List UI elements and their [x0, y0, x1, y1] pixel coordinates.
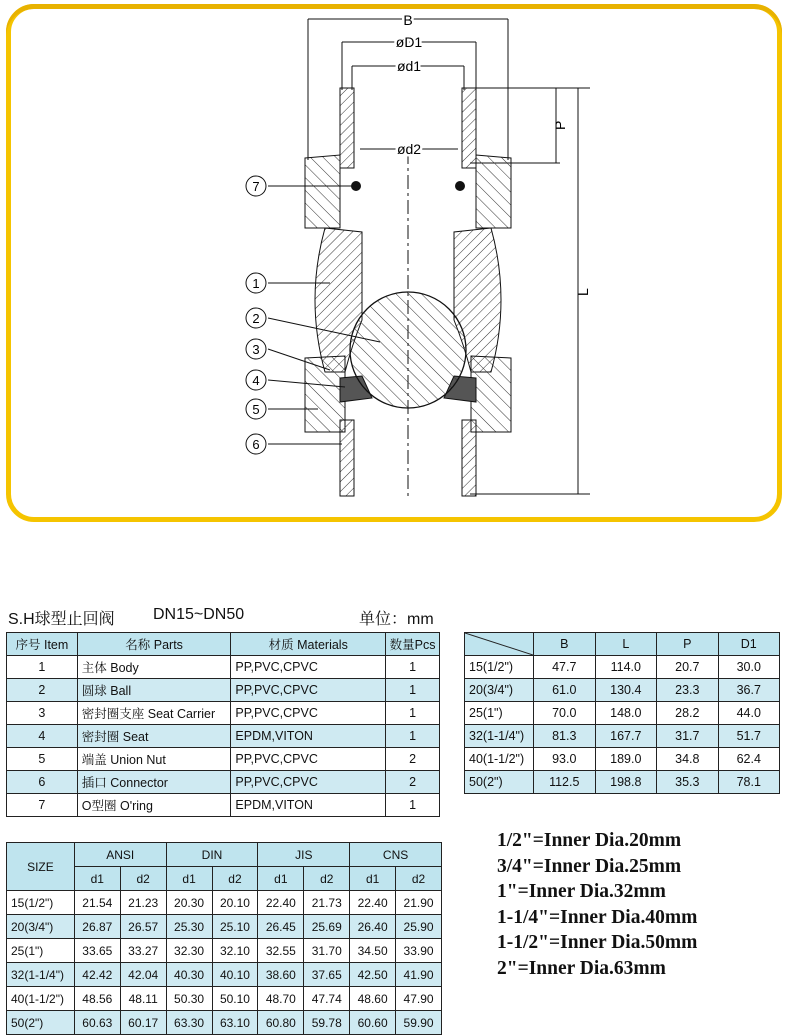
callout-6: 6: [252, 437, 260, 452]
table-cell: 26.57: [120, 915, 166, 939]
dims-row: [465, 656, 780, 679]
std-table-group-header: [7, 843, 442, 867]
table-cell: 2: [386, 748, 440, 771]
inner-diameter-item: 1-1/4"=Inner Dia.40mm: [497, 906, 698, 928]
table-cell: 60.60: [350, 1011, 396, 1035]
table-cell: 20.7: [657, 656, 718, 679]
inner-diameter-list: [497, 828, 697, 981]
std-row: [7, 891, 442, 915]
table-cell: 33.65: [74, 939, 120, 963]
table-cell: 47.90: [396, 987, 442, 1011]
table-cell: 51.7: [718, 725, 779, 748]
table-cell: 20(3/4"): [7, 915, 75, 939]
size-range: DN15~DN50: [153, 606, 245, 623]
table-cell: 47.74: [304, 987, 350, 1011]
std-sub-d2: d2: [212, 867, 258, 891]
table-cell: 31.7: [657, 725, 718, 748]
dims-row: [465, 748, 780, 771]
table-cell: 50(2"): [465, 771, 534, 794]
parts-row: [7, 794, 440, 817]
table-cell: EPDM,VITON: [231, 794, 386, 817]
table-cell: 25.10: [212, 915, 258, 939]
std-row: [7, 987, 442, 1011]
dims-row: [465, 725, 780, 748]
dims-header-D1: D1: [718, 633, 779, 656]
parts-row: [7, 748, 440, 771]
table-cell: 114.0: [595, 656, 657, 679]
table-cell: 25.69: [304, 915, 350, 939]
table-cell: 26.87: [74, 915, 120, 939]
callout-4: 4: [252, 373, 260, 388]
parts-row: [7, 679, 440, 702]
table-cell: 32(1-1/4"): [7, 963, 75, 987]
header-item: 序号 Item: [7, 633, 78, 656]
table-cell: 31.70: [304, 939, 350, 963]
table-cell: 40.10: [212, 963, 258, 987]
table-cell: 1: [386, 725, 440, 748]
table-cell: 主体 Body: [77, 656, 231, 679]
table-cell: 25.90: [396, 915, 442, 939]
inner-diameter-item: 1"=Inner Dia.32mm: [497, 881, 666, 902]
table-cell: 6: [7, 771, 78, 794]
header-parts: 名称 Parts: [77, 633, 231, 656]
table-cell: 3: [7, 702, 78, 725]
callout-2: 2: [252, 311, 260, 326]
callout-1: 1: [252, 276, 260, 291]
table-cell: 23.3: [657, 679, 718, 702]
table-cell: 50.30: [166, 987, 212, 1011]
table-cell: PP,PVC,CPVC: [231, 656, 386, 679]
table-cell: 189.0: [595, 748, 657, 771]
table-cell: 2: [386, 771, 440, 794]
callout-3: 3: [252, 342, 260, 357]
inner-diameter-item: 2"=Inner Dia.63mm: [497, 957, 666, 979]
table-cell: 50(2"): [7, 1011, 75, 1035]
std-header-ansi: ANSI: [74, 843, 166, 867]
table-cell: EPDM,VITON: [231, 725, 386, 748]
table-cell: 34.50: [350, 939, 396, 963]
table-cell: 2: [7, 679, 78, 702]
table-cell: 40(1-1/2"): [7, 987, 75, 1011]
table-cell: 48.70: [258, 987, 304, 1011]
std-header-din: DIN: [166, 843, 258, 867]
std-sub-d1: d1: [350, 867, 396, 891]
dim-label-B: B: [403, 12, 413, 28]
std-row: [7, 915, 442, 939]
table-cell: 34.8: [657, 748, 718, 771]
table-cell: 198.8: [595, 771, 657, 794]
dims-row: [465, 702, 780, 725]
table-cell: 25(1"): [7, 939, 75, 963]
table-cell: 38.60: [258, 963, 304, 987]
dims-header-L: L: [595, 633, 657, 656]
table-cell: 20.30: [166, 891, 212, 915]
table-cell: 1: [386, 794, 440, 817]
table-cell: 48.60: [350, 987, 396, 1011]
std-sub-d2: d2: [304, 867, 350, 891]
product-title: S.H球型止回阀: [8, 611, 115, 628]
table-cell: 42.04: [120, 963, 166, 987]
callout-5: 5: [252, 402, 260, 417]
table-cell: 插口 Connector: [77, 771, 231, 794]
table-cell: 28.2: [657, 702, 718, 725]
std-header-size: SIZE: [7, 843, 75, 891]
parts-table-header: [7, 633, 440, 656]
table-cell: 密封圈 Seat: [77, 725, 231, 748]
table-cell: 端盖 Union Nut: [77, 748, 231, 771]
table-cell: 70.0: [534, 702, 596, 725]
inner-diameter-item: 3/4"=Inner Dia.25mm: [497, 855, 682, 877]
parts-table: [6, 632, 440, 817]
table-cell: 25.30: [166, 915, 212, 939]
std-row: [7, 963, 442, 987]
table-cell: PP,PVC,CPVC: [231, 771, 386, 794]
table-cell: 4: [7, 725, 78, 748]
table-cell: 44.0: [718, 702, 779, 725]
std-row: [7, 1011, 442, 1035]
table-cell: 22.40: [350, 891, 396, 915]
header-pcs: 数量Pcs: [386, 633, 440, 656]
dims-row: [465, 771, 780, 794]
table-cell: 59.78: [304, 1011, 350, 1035]
table-cell: 40.30: [166, 963, 212, 987]
table-cell: 167.7: [595, 725, 657, 748]
table-cell: 50.10: [212, 987, 258, 1011]
table-cell: 20.10: [212, 891, 258, 915]
dims-header-B: B: [534, 633, 596, 656]
table-cell: 5: [7, 748, 78, 771]
table-cell: 48.11: [120, 987, 166, 1011]
table-cell: PP,PVC,CPVC: [231, 748, 386, 771]
table-cell: 148.0: [595, 702, 657, 725]
inner-diameter-item: 1/2"=Inner Dia.20mm: [497, 830, 682, 851]
table-cell: 21.54: [74, 891, 120, 915]
dim-label-d2: ød2: [396, 141, 422, 157]
table-cell: 15(1/2"): [465, 656, 534, 679]
dim-label-D1: øD1: [395, 34, 423, 50]
table-cell: 60.63: [74, 1011, 120, 1035]
inner-diameter-item: 1-1/2"=Inner Dia.50mm: [497, 932, 698, 953]
table-cell: 22.40: [258, 891, 304, 915]
dim-label-L: L: [575, 288, 591, 296]
table-cell: 81.3: [534, 725, 596, 748]
table-cell: 32.55: [258, 939, 304, 963]
table-cell: 35.3: [657, 771, 718, 794]
table-cell: 62.4: [718, 748, 779, 771]
header-materials: 材质 Materials: [231, 633, 386, 656]
table-cell: 1: [386, 679, 440, 702]
table-cell: 25(1"): [465, 702, 534, 725]
table-cell: 7: [7, 794, 78, 817]
table-cell: 60.17: [120, 1011, 166, 1035]
table-cell: 41.90: [396, 963, 442, 987]
dim-label-P: P: [552, 120, 568, 130]
table-cell: PP,PVC,CPVC: [231, 679, 386, 702]
parts-row: [7, 771, 440, 794]
std-row: [7, 939, 442, 963]
dim-label-d1: ød1: [396, 58, 422, 74]
std-sub-d2: d2: [120, 867, 166, 891]
table-cell: 63.30: [166, 1011, 212, 1035]
table-cell: 93.0: [534, 748, 596, 771]
table-cell: 60.80: [258, 1011, 304, 1035]
table-cell: 47.7: [534, 656, 596, 679]
table-cell: PP,PVC,CPVC: [231, 702, 386, 725]
std-sub-d1: d1: [258, 867, 304, 891]
dimensions-table: [464, 632, 780, 794]
dims-header-size: [465, 633, 534, 656]
parts-row: [7, 702, 440, 725]
std-sub-d1: d1: [166, 867, 212, 891]
table-cell: 42.50: [350, 963, 396, 987]
table-cell: 78.1: [718, 771, 779, 794]
table-cell: 圆球 Ball: [77, 679, 231, 702]
table-cell: 33.27: [120, 939, 166, 963]
table-cell: 37.65: [304, 963, 350, 987]
table-cell: 61.0: [534, 679, 596, 702]
table-cell: 112.5: [534, 771, 596, 794]
table-cell: 20(3/4"): [465, 679, 534, 702]
table-cell: 21.23: [120, 891, 166, 915]
table-cell: 32.30: [166, 939, 212, 963]
table-cell: 1: [386, 656, 440, 679]
parts-row: [7, 656, 440, 679]
parts-row: [7, 725, 440, 748]
std-header-cns: CNS: [350, 843, 442, 867]
table-cell: 59.90: [396, 1011, 442, 1035]
unit-label: 单位：mm: [359, 611, 434, 628]
table-cell: 48.56: [74, 987, 120, 1011]
std-header-jis: JIS: [258, 843, 350, 867]
table-cell: 26.45: [258, 915, 304, 939]
table-cell: 36.7: [718, 679, 779, 702]
table-cell: O型圈 O'ring: [77, 794, 231, 817]
standards-table: [6, 842, 442, 1035]
table-cell: 1: [386, 702, 440, 725]
std-sub-d2: d2: [396, 867, 442, 891]
table-cell: 32.10: [212, 939, 258, 963]
table-cell: 15(1/2"): [7, 891, 75, 915]
table-cell: 26.40: [350, 915, 396, 939]
table-cell: 32(1-1/4"): [465, 725, 534, 748]
table-cell: 1: [7, 656, 78, 679]
dims-row: [465, 679, 780, 702]
std-sub-d1: d1: [74, 867, 120, 891]
table-cell: 21.90: [396, 891, 442, 915]
dims-table-header: [465, 633, 780, 656]
table-cell: 21.73: [304, 891, 350, 915]
dims-header-P: P: [657, 633, 718, 656]
table-cell: 30.0: [718, 656, 779, 679]
table-cell: 密封圈支座 Seat Carrier: [77, 702, 231, 725]
table-cell: 130.4: [595, 679, 657, 702]
table-cell: 42.42: [74, 963, 120, 987]
callout-7: 7: [252, 179, 260, 194]
table-cell: 63.10: [212, 1011, 258, 1035]
table-cell: 33.90: [396, 939, 442, 963]
table-cell: 40(1-1/2"): [465, 748, 534, 771]
